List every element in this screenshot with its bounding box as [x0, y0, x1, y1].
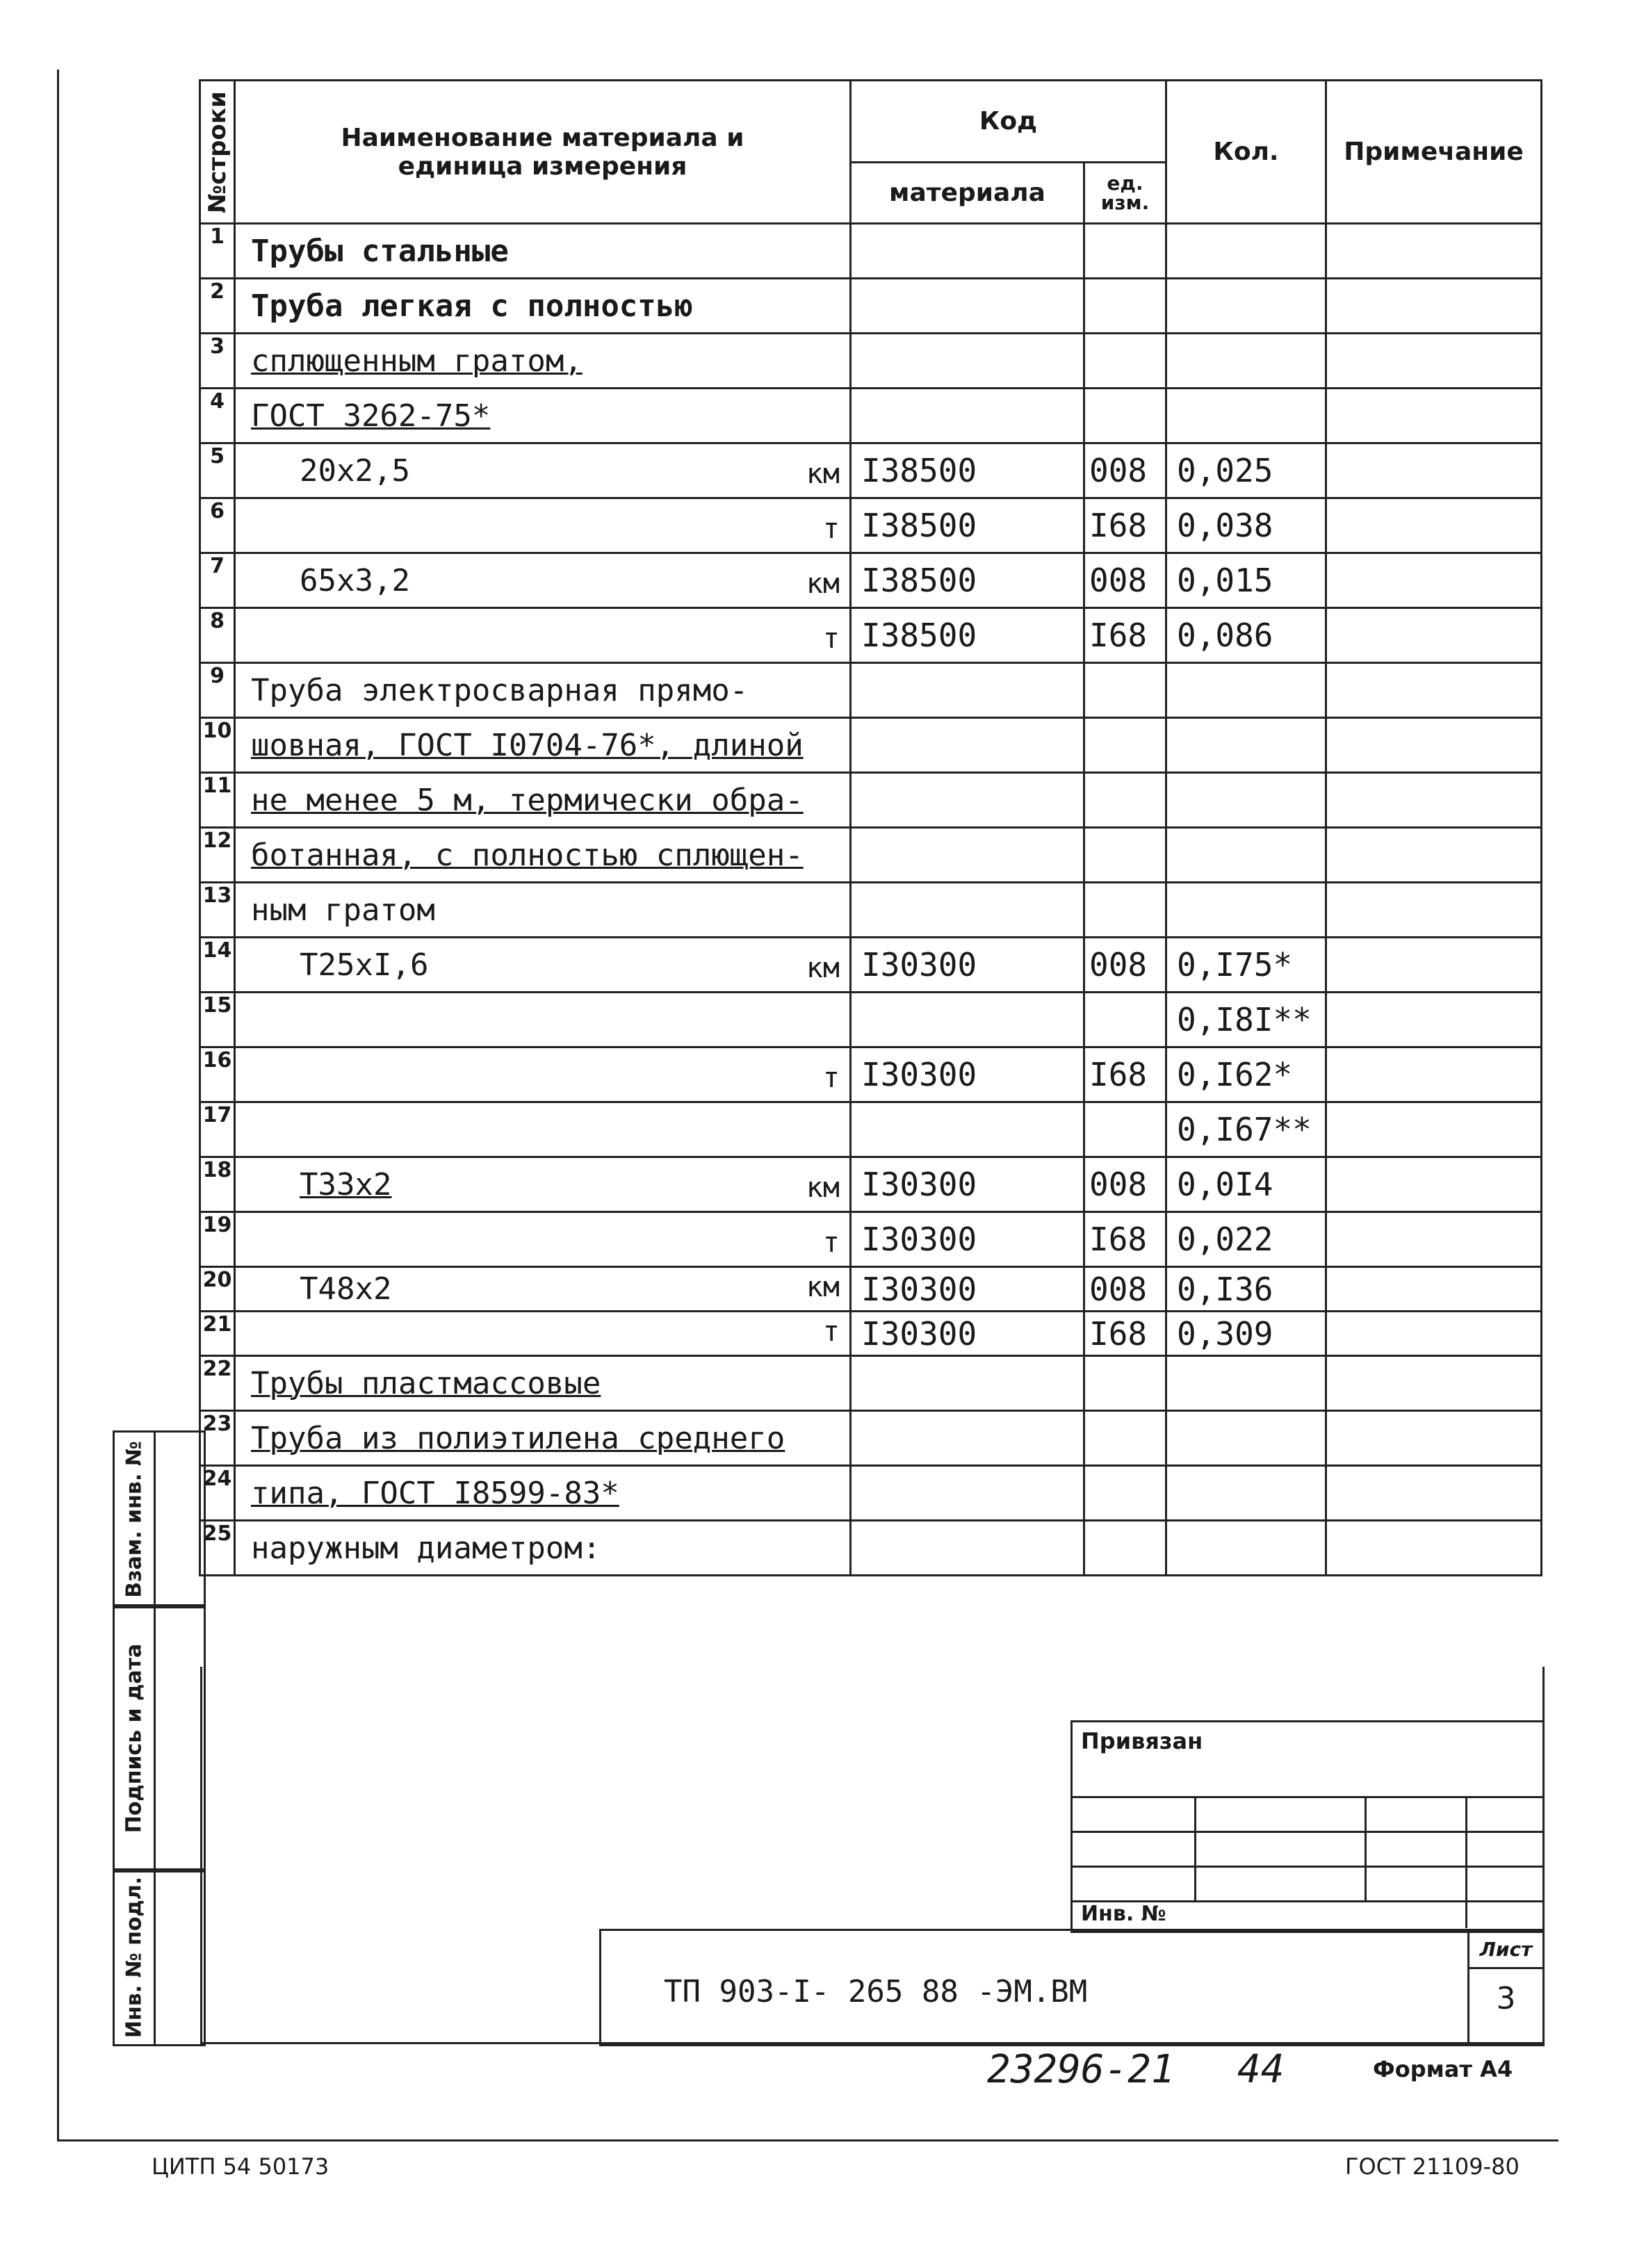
row-unit-code — [1084, 1521, 1166, 1576]
row-number: 25 — [200, 1521, 235, 1576]
row-name-text: Труба электросварная прямо- — [251, 672, 749, 708]
sheet-label: Лист — [1479, 1938, 1533, 1961]
row-note — [1326, 1212, 1542, 1267]
row-quantity — [1166, 1356, 1326, 1411]
header-name: Наименование материала и единица измерения — [235, 81, 851, 224]
row-number: 24 — [200, 1466, 235, 1521]
handwritten-number: 23296-21 — [987, 2047, 1175, 2092]
row-number: 19 — [200, 1212, 235, 1267]
row-number: 23 — [200, 1411, 235, 1466]
table-row — [200, 498, 1542, 553]
row-note — [1326, 389, 1542, 443]
row-material-code — [851, 279, 1084, 334]
row-name — [235, 498, 851, 553]
row-unit: км — [806, 458, 840, 490]
row-name — [235, 1267, 851, 1312]
row-quantity: 0,I75* — [1166, 938, 1326, 993]
row-unit: т — [822, 1062, 840, 1094]
row-number: 5 — [200, 443, 235, 498]
row-material-code — [851, 828, 1084, 883]
row-name-text: шовная, ГОСТ I0704-76*, длиной — [251, 727, 804, 763]
row-name-text: ботанная, с полностью сплющен- — [251, 837, 804, 873]
row-material-code — [851, 224, 1084, 279]
side-box-inv — [113, 1868, 206, 2046]
row-number: 4 — [200, 389, 235, 443]
row-number: 14 — [200, 938, 235, 993]
row-quantity — [1166, 279, 1326, 334]
page-frame-left — [57, 70, 59, 2141]
row-quantity: 0,309 — [1166, 1312, 1326, 1356]
row-unit-code: I68 — [1084, 1047, 1166, 1102]
row-unit-code — [1084, 663, 1166, 718]
row-material-code — [851, 1466, 1084, 1521]
row-quantity: 0,086 — [1166, 608, 1326, 663]
row-name — [235, 443, 851, 498]
row-name — [235, 1102, 851, 1157]
side-box-vzam — [113, 1430, 206, 1608]
row-material-code — [851, 1411, 1084, 1466]
row-quantity — [1166, 828, 1326, 883]
row-quantity — [1166, 883, 1326, 938]
table-row — [200, 1267, 1542, 1312]
row-unit: км — [806, 952, 840, 984]
table-row — [200, 883, 1542, 938]
side-box-podpis — [113, 1604, 206, 1873]
row-unit: т — [822, 623, 840, 655]
row-material-code: I30300 — [851, 1212, 1084, 1267]
row-quantity: 0,I8I** — [1166, 993, 1326, 1047]
row-material-code: I30300 — [851, 1047, 1084, 1102]
row-name — [235, 828, 851, 883]
row-quantity: 0,I67** — [1166, 1102, 1326, 1157]
row-unit-code: 008 — [1084, 938, 1166, 993]
row-note — [1326, 1267, 1542, 1312]
table-row — [200, 1411, 1542, 1466]
row-unit-code: I68 — [1084, 1312, 1166, 1356]
table-row — [200, 828, 1542, 883]
table-row — [200, 663, 1542, 718]
row-material-code — [851, 883, 1084, 938]
row-name — [235, 773, 851, 828]
row-quantity — [1166, 1521, 1326, 1576]
row-name — [235, 279, 851, 334]
row-number: 11 — [200, 773, 235, 828]
row-note — [1326, 1411, 1542, 1466]
table-row — [200, 773, 1542, 828]
row-name-text: Трубы пластмассовые — [251, 1365, 601, 1401]
row-note — [1326, 608, 1542, 663]
row-name — [235, 224, 851, 279]
row-number: 21 — [200, 1312, 235, 1356]
row-material-code — [851, 334, 1084, 389]
row-name — [235, 1521, 851, 1576]
row-unit-code: 008 — [1084, 1267, 1166, 1312]
row-material-code — [851, 773, 1084, 828]
row-number: 22 — [200, 1356, 235, 1411]
row-name — [235, 663, 851, 718]
row-number: 12 — [200, 828, 235, 883]
row-name — [235, 608, 851, 663]
table-row — [200, 938, 1542, 993]
row-name — [235, 938, 851, 993]
row-material-code: I30300 — [851, 938, 1084, 993]
row-name — [235, 1047, 851, 1102]
table-row — [200, 1102, 1542, 1157]
row-name — [235, 389, 851, 443]
row-material-code: I38500 — [851, 608, 1084, 663]
specification-table — [199, 79, 1542, 1576]
row-note — [1326, 279, 1542, 334]
row-material-code — [851, 389, 1084, 443]
row-material-code: I38500 — [851, 443, 1084, 498]
row-unit-code — [1084, 883, 1166, 938]
header-code-unit: ед. изм. — [1084, 163, 1166, 224]
row-unit-code — [1084, 334, 1166, 389]
row-number: 2 — [200, 279, 235, 334]
table-row — [200, 1521, 1542, 1576]
row-number: 20 — [200, 1267, 235, 1312]
row-unit-code — [1084, 993, 1166, 1047]
row-note — [1326, 1466, 1542, 1521]
row-name — [235, 718, 851, 773]
row-quantity: 0,0I4 — [1166, 1157, 1326, 1212]
row-unit-code: I68 — [1084, 1212, 1166, 1267]
row-note — [1326, 1521, 1542, 1576]
row-number: 15 — [200, 993, 235, 1047]
header-code: Код — [851, 81, 1166, 163]
sheet-number: 3 — [1496, 1981, 1516, 2016]
footer-left: ЦИТП 54 50173 — [152, 2153, 329, 2180]
inv-no-label: Инв. № — [1081, 1902, 1166, 1926]
row-name — [235, 993, 851, 1047]
row-number: 9 — [200, 663, 235, 718]
row-material-code: I38500 — [851, 553, 1084, 608]
table-row — [200, 389, 1542, 443]
row-quantity — [1166, 773, 1326, 828]
row-number: 10 — [200, 718, 235, 773]
row-name-text: 65x3,2 — [300, 562, 410, 598]
row-number: 6 — [200, 498, 235, 553]
row-material-code: I30300 — [851, 1267, 1084, 1312]
row-name-text: T25xI,6 — [300, 947, 429, 983]
row-quantity — [1166, 718, 1326, 773]
row-material-code: I30300 — [851, 1312, 1084, 1356]
row-note — [1326, 883, 1542, 938]
handwritten-number-2: 44 — [1237, 2047, 1285, 2092]
row-number: 17 — [200, 1102, 235, 1157]
row-name-text: Труба из полиэтилена среднего — [251, 1420, 785, 1456]
row-material-code — [851, 993, 1084, 1047]
table-row — [200, 1157, 1542, 1212]
row-note — [1326, 663, 1542, 718]
header-note: Примечание — [1326, 81, 1542, 224]
document-code: ТП 903-I- 265 88 -ЭМ.ВМ — [664, 1974, 1088, 2009]
row-name — [235, 334, 851, 389]
row-unit: т — [822, 1316, 840, 1348]
row-note — [1326, 443, 1542, 498]
row-note — [1326, 224, 1542, 279]
row-name-text: T48x2 — [300, 1271, 392, 1307]
row-quantity — [1166, 334, 1326, 389]
row-quantity: 0,015 — [1166, 553, 1326, 608]
row-note — [1326, 334, 1542, 389]
row-name — [235, 883, 851, 938]
row-note — [1326, 553, 1542, 608]
row-unit-code: 008 — [1084, 1157, 1166, 1212]
row-number: 3 — [200, 334, 235, 389]
row-quantity — [1166, 1411, 1326, 1466]
row-quantity: 0,I36 — [1166, 1267, 1326, 1312]
table-row — [200, 608, 1542, 663]
table-row — [200, 1356, 1542, 1411]
table-row — [200, 993, 1542, 1047]
side-label-inv: Инв. № подл. — [122, 1876, 147, 2039]
row-name-text: ГОСТ 3262-75* — [251, 398, 491, 434]
row-note — [1326, 773, 1542, 828]
row-unit-code — [1084, 279, 1166, 334]
row-unit-code — [1084, 1102, 1166, 1157]
row-note — [1326, 1312, 1542, 1356]
row-name-text: Труба легкая с полностью — [251, 288, 693, 324]
row-note — [1326, 1157, 1542, 1212]
row-note — [1326, 1047, 1542, 1102]
row-name-text: Трубы стальные — [251, 233, 509, 269]
row-quantity — [1166, 389, 1326, 443]
row-unit-code: 008 — [1084, 443, 1166, 498]
row-unit-code — [1084, 828, 1166, 883]
row-number: 7 — [200, 553, 235, 608]
row-number: 18 — [200, 1157, 235, 1212]
row-material-code — [851, 718, 1084, 773]
row-unit-code: 008 — [1084, 553, 1166, 608]
footer-right: ГОСТ 21109-80 — [1345, 2153, 1520, 2180]
row-quantity: 0,038 — [1166, 498, 1326, 553]
page-frame-bottom — [57, 2139, 1558, 2141]
row-quantity — [1166, 224, 1326, 279]
side-label-podpis: Подпись и дата — [122, 1643, 147, 1834]
privyazan-block — [1070, 1720, 1545, 1933]
row-name — [235, 1411, 851, 1466]
row-unit-code — [1084, 1411, 1166, 1466]
row-number: 13 — [200, 883, 235, 938]
table-row — [200, 443, 1542, 498]
format-label: Формат А4 — [1373, 2056, 1513, 2082]
table-row — [200, 279, 1542, 334]
row-note — [1326, 938, 1542, 993]
row-unit: км — [806, 1271, 840, 1303]
row-name-text: ным гратом — [251, 892, 435, 928]
side-label-vzam: Взам. инв. № — [122, 1441, 147, 1598]
row-unit: км — [806, 1172, 840, 1204]
table-row — [200, 1312, 1542, 1356]
row-name — [235, 553, 851, 608]
row-name — [235, 1157, 851, 1212]
row-number: 8 — [200, 608, 235, 663]
row-name-text: 20x2,5 — [300, 452, 410, 489]
row-material-code — [851, 1102, 1084, 1157]
title-block — [599, 1929, 1545, 2046]
privyazan-label: Привязан — [1081, 1728, 1203, 1754]
row-unit-code: I68 — [1084, 498, 1166, 553]
row-quantity: 0,025 — [1166, 443, 1326, 498]
row-material-code: I30300 — [851, 1157, 1084, 1212]
row-unit: т — [822, 1227, 840, 1259]
row-name-text: наружным диаметром: — [251, 1530, 601, 1566]
row-unit: т — [822, 513, 840, 545]
row-unit-code — [1084, 389, 1166, 443]
row-material-code — [851, 1356, 1084, 1411]
table-row — [200, 1466, 1542, 1521]
table-row — [200, 718, 1542, 773]
row-name-text: не менее 5 м, термически обра- — [251, 782, 804, 818]
table-row — [200, 1047, 1542, 1102]
header-row-number: №строки — [200, 81, 235, 224]
row-quantity: 0,022 — [1166, 1212, 1326, 1267]
row-name-text: сплющенным гратом, — [251, 343, 583, 379]
row-name-text: T33x2 — [300, 1166, 392, 1202]
row-note — [1326, 1102, 1542, 1157]
row-note — [1326, 993, 1542, 1047]
row-note — [1326, 828, 1542, 883]
row-number: 1 — [200, 224, 235, 279]
row-unit-code — [1084, 718, 1166, 773]
row-note — [1326, 1356, 1542, 1411]
row-unit: км — [806, 568, 840, 600]
row-name-text: типа, ГОСТ I8599-83* — [251, 1475, 619, 1511]
row-note — [1326, 498, 1542, 553]
row-number: 16 — [200, 1047, 235, 1102]
row-material-code: I38500 — [851, 498, 1084, 553]
row-name — [235, 1466, 851, 1521]
table-row — [200, 334, 1542, 389]
header-qty: Кол. — [1166, 81, 1326, 224]
row-unit-code — [1084, 773, 1166, 828]
header-code-material: материала — [851, 163, 1084, 224]
row-note — [1326, 718, 1542, 773]
row-unit-code — [1084, 224, 1166, 279]
row-unit-code — [1084, 1466, 1166, 1521]
row-quantity: 0,I62* — [1166, 1047, 1326, 1102]
row-quantity — [1166, 663, 1326, 718]
row-material-code — [851, 1521, 1084, 1576]
table-row — [200, 553, 1542, 608]
row-quantity — [1166, 1466, 1326, 1521]
row-unit-code: I68 — [1084, 608, 1166, 663]
table-row — [200, 1212, 1542, 1267]
row-name — [235, 1356, 851, 1411]
row-unit-code — [1084, 1356, 1166, 1411]
row-name — [235, 1212, 851, 1267]
table-row — [200, 224, 1542, 279]
row-material-code — [851, 663, 1084, 718]
row-name — [235, 1312, 851, 1356]
